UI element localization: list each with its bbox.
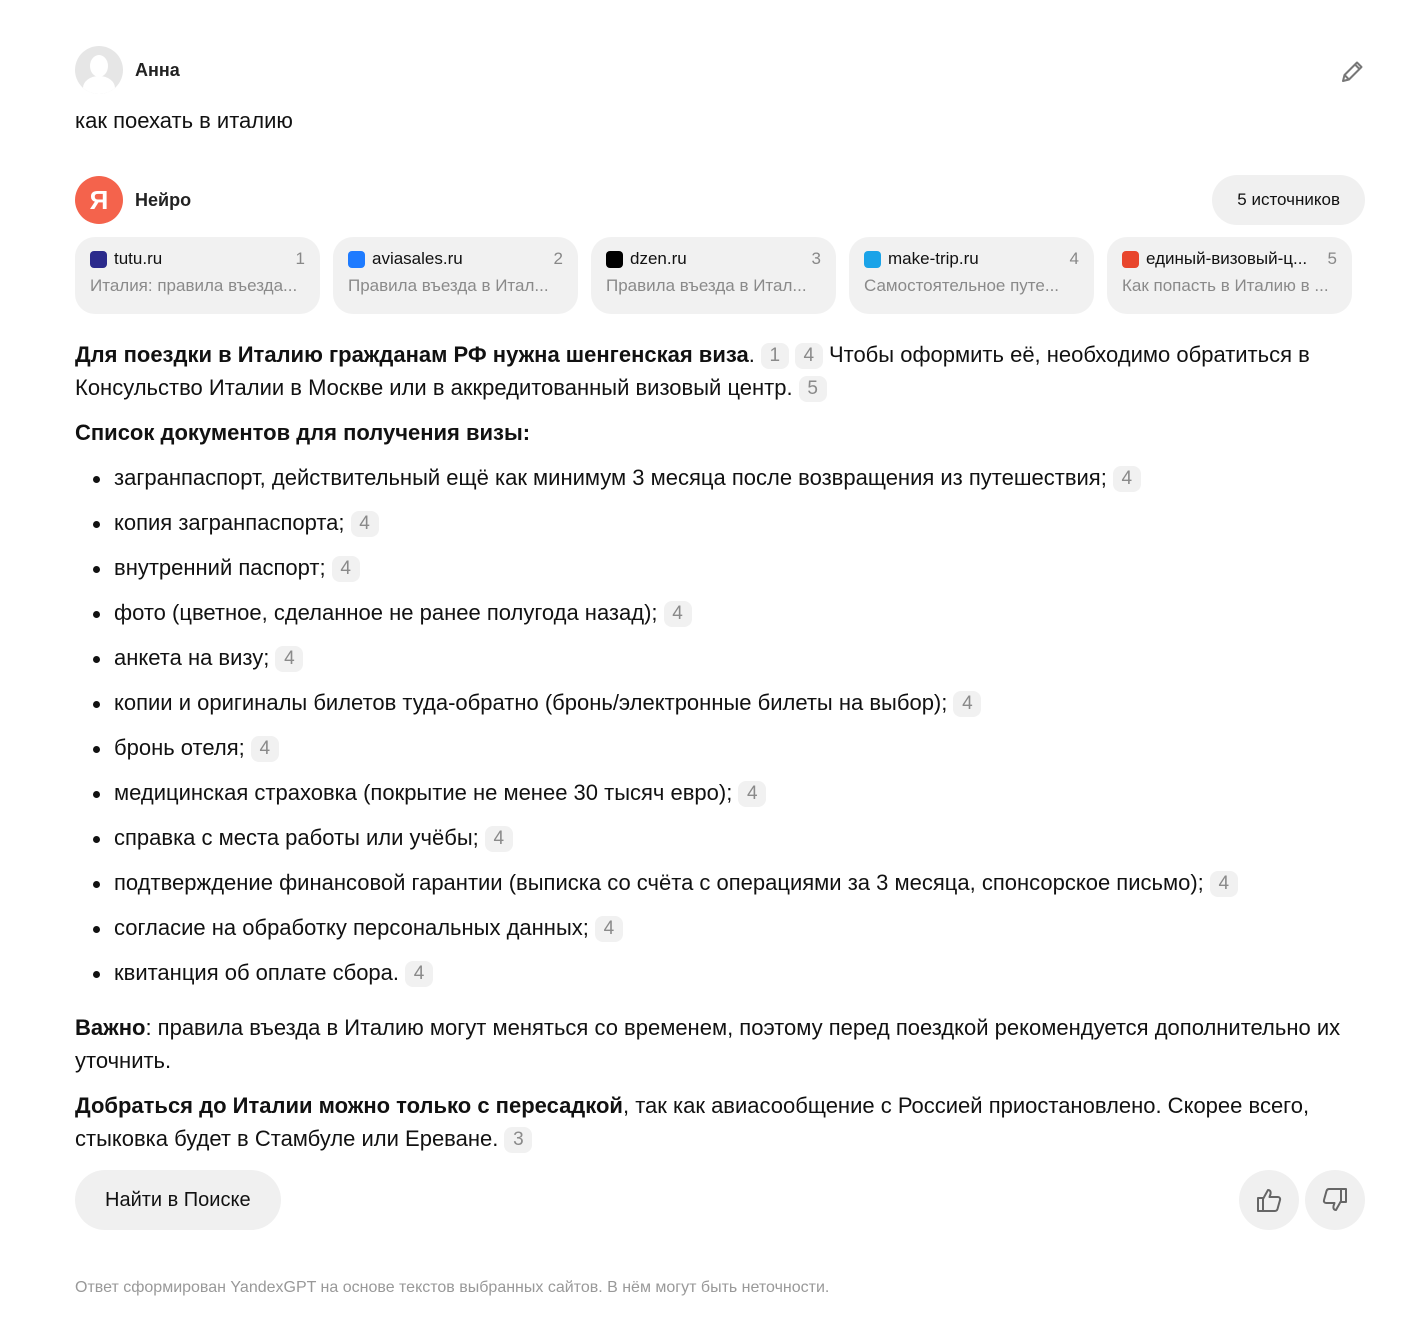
source-card[interactable]	[849, 237, 1094, 314]
list-item-text: фото (цветное, сделанное не ранее полугода назад);	[114, 600, 658, 625]
source-title: Как попасть в Италию в ...	[1122, 276, 1329, 295]
source-domain: make-trip.ru	[888, 249, 979, 268]
list-item	[75, 821, 1370, 866]
source-card[interactable]	[1107, 237, 1352, 314]
site-favicon-icon	[1122, 251, 1139, 268]
source-cards	[75, 237, 1352, 314]
site-favicon-icon	[348, 251, 365, 268]
important-note	[75, 1011, 1370, 1077]
list-item-text: бронь отеля;	[114, 735, 245, 760]
text: , так как авиасообщение с Россией приостановлено. Скорее всего, стыковка будет в Стамбуле или Ереване.	[75, 1093, 1310, 1151]
user-question: как поехать в италию	[75, 108, 293, 133]
documents-heading-text: Список документов для получения визы:	[75, 420, 531, 445]
list-item	[75, 911, 1370, 956]
source-domain: tutu.ru	[114, 249, 163, 268]
assistant-header	[75, 176, 191, 224]
citation-badge[interactable]: 4	[1210, 871, 1238, 897]
source-card-header	[864, 249, 1079, 269]
intro-paragraph	[75, 338, 1370, 404]
source-number: 3	[811, 249, 821, 268]
text: .	[748, 342, 755, 367]
list-item	[75, 866, 1370, 911]
sources-button[interactable]: 5 источников	[1212, 175, 1365, 225]
source-card[interactable]	[75, 237, 320, 314]
list-item	[75, 551, 1370, 596]
neiro-logo-icon: Я	[75, 176, 123, 224]
text: : правила въезда в Италию могут меняться со временем, поэтому перед поездкой рекомендуется дополнительно их уточнить.	[75, 1015, 1341, 1073]
bold-text: Для поездки в Италию гражданам РФ нужна шенгенская виза	[75, 342, 749, 367]
citation-badge[interactable]: 4	[251, 736, 279, 762]
documents-list	[75, 461, 1370, 1001]
source-number: 4	[1069, 249, 1079, 268]
list-item-text: загранпаспорт, действительный ещё как минимум 3 месяца после возвращения из путешествия;	[114, 465, 1107, 490]
citation-badge[interactable]: 4	[351, 511, 379, 537]
list-item	[75, 956, 1370, 1001]
bold-text: Добраться до Италии можно только с пересадкой	[75, 1093, 623, 1118]
citation-badge[interactable]: 3	[504, 1127, 532, 1153]
thumbs-down-button[interactable]	[1305, 1170, 1365, 1230]
site-favicon-icon	[864, 251, 881, 268]
answer-body	[75, 338, 1370, 1167]
source-number: 5	[1327, 249, 1337, 268]
thumbs-down-icon	[1320, 1185, 1350, 1215]
list-item-text: внутренний паспорт;	[114, 555, 326, 580]
list-item	[75, 506, 1370, 551]
assistant-name: Нейро	[135, 189, 192, 210]
user-header	[75, 46, 180, 94]
documents-heading	[75, 416, 1370, 449]
thumbs-up-button[interactable]	[1239, 1170, 1299, 1230]
list-item-text: квитанция об оплате сбора.	[114, 960, 400, 985]
travel-paragraph	[75, 1089, 1370, 1155]
text: Чтобы оформить её, необходимо обратиться в Консульство Италии в Москве или в аккредитованный визовый центр.	[75, 342, 1310, 400]
list-item-text: справка с места работы или учёбы;	[114, 825, 479, 850]
source-card[interactable]	[591, 237, 836, 314]
bold-text: Важно	[75, 1015, 146, 1040]
source-domain: dzen.ru	[630, 249, 687, 268]
citation-badge[interactable]: 4	[738, 781, 766, 807]
citation-badge[interactable]: 4	[953, 691, 981, 717]
edit-icon[interactable]	[1338, 58, 1366, 86]
citation-badge[interactable]: 5	[799, 376, 827, 402]
list-item-text: подтверждение финансовой гарантии (выписка со счёта с операциями за 3 месяца, спонсорское письмо);	[114, 870, 1204, 895]
list-item	[75, 596, 1370, 641]
citation-badge[interactable]: 4	[595, 916, 623, 942]
source-title: Самостоятельное путе...	[864, 276, 1060, 295]
source-number: 2	[553, 249, 563, 268]
citation-badge[interactable]: 4	[275, 646, 303, 672]
list-item	[75, 776, 1370, 821]
list-item	[75, 686, 1370, 731]
list-item-text: копии и оригиналы билетов туда-обратно (бронь/электронные билеты на выбор);	[114, 690, 948, 715]
list-item-text: медицинская страховка (покрытие не менее 30 тысяч евро);	[114, 780, 733, 805]
source-number: 1	[295, 249, 305, 268]
source-card-header	[1122, 249, 1337, 269]
citation-badge[interactable]: 4	[332, 556, 360, 582]
source-card[interactable]	[333, 237, 578, 314]
citation-badge[interactable]: 1	[761, 343, 789, 369]
source-domain: aviasales.ru	[372, 249, 463, 268]
disclaimer: Ответ сформирован YandexGPT на основе текстов выбранных сайтов. В нём могут быть неточности.	[75, 1279, 830, 1296]
citation-badge[interactable]: 4	[795, 343, 823, 369]
citation-badge[interactable]: 4	[664, 601, 692, 627]
citation-badge[interactable]: 4	[1113, 466, 1141, 492]
citation-badge[interactable]: 4	[405, 961, 433, 987]
user-name: Анна	[135, 59, 180, 80]
list-item-text: согласие на обработку персональных данных;	[114, 915, 589, 940]
source-card-header	[90, 249, 305, 269]
list-item	[75, 461, 1370, 506]
thumbs-up-icon	[1254, 1185, 1284, 1215]
source-title: Италия: правила въезда...	[90, 276, 298, 295]
list-item	[75, 641, 1370, 686]
source-title: Правила въезда в Итал...	[348, 276, 549, 295]
source-card-header	[606, 249, 821, 269]
citation-badge[interactable]: 4	[485, 826, 513, 852]
source-domain: единый-визовый-ц...	[1146, 249, 1308, 268]
source-title: Правила въезда в Итал...	[606, 276, 807, 295]
list-item-text: копия загранпаспорта;	[114, 510, 345, 535]
site-favicon-icon	[90, 251, 107, 268]
source-card-header	[348, 249, 563, 269]
list-item	[75, 731, 1370, 776]
list-item-text: анкета на визу;	[114, 645, 270, 670]
user-avatar	[75, 46, 123, 94]
find-in-search-button[interactable]: Найти в Поиске	[75, 1170, 281, 1230]
site-favicon-icon	[606, 251, 623, 268]
